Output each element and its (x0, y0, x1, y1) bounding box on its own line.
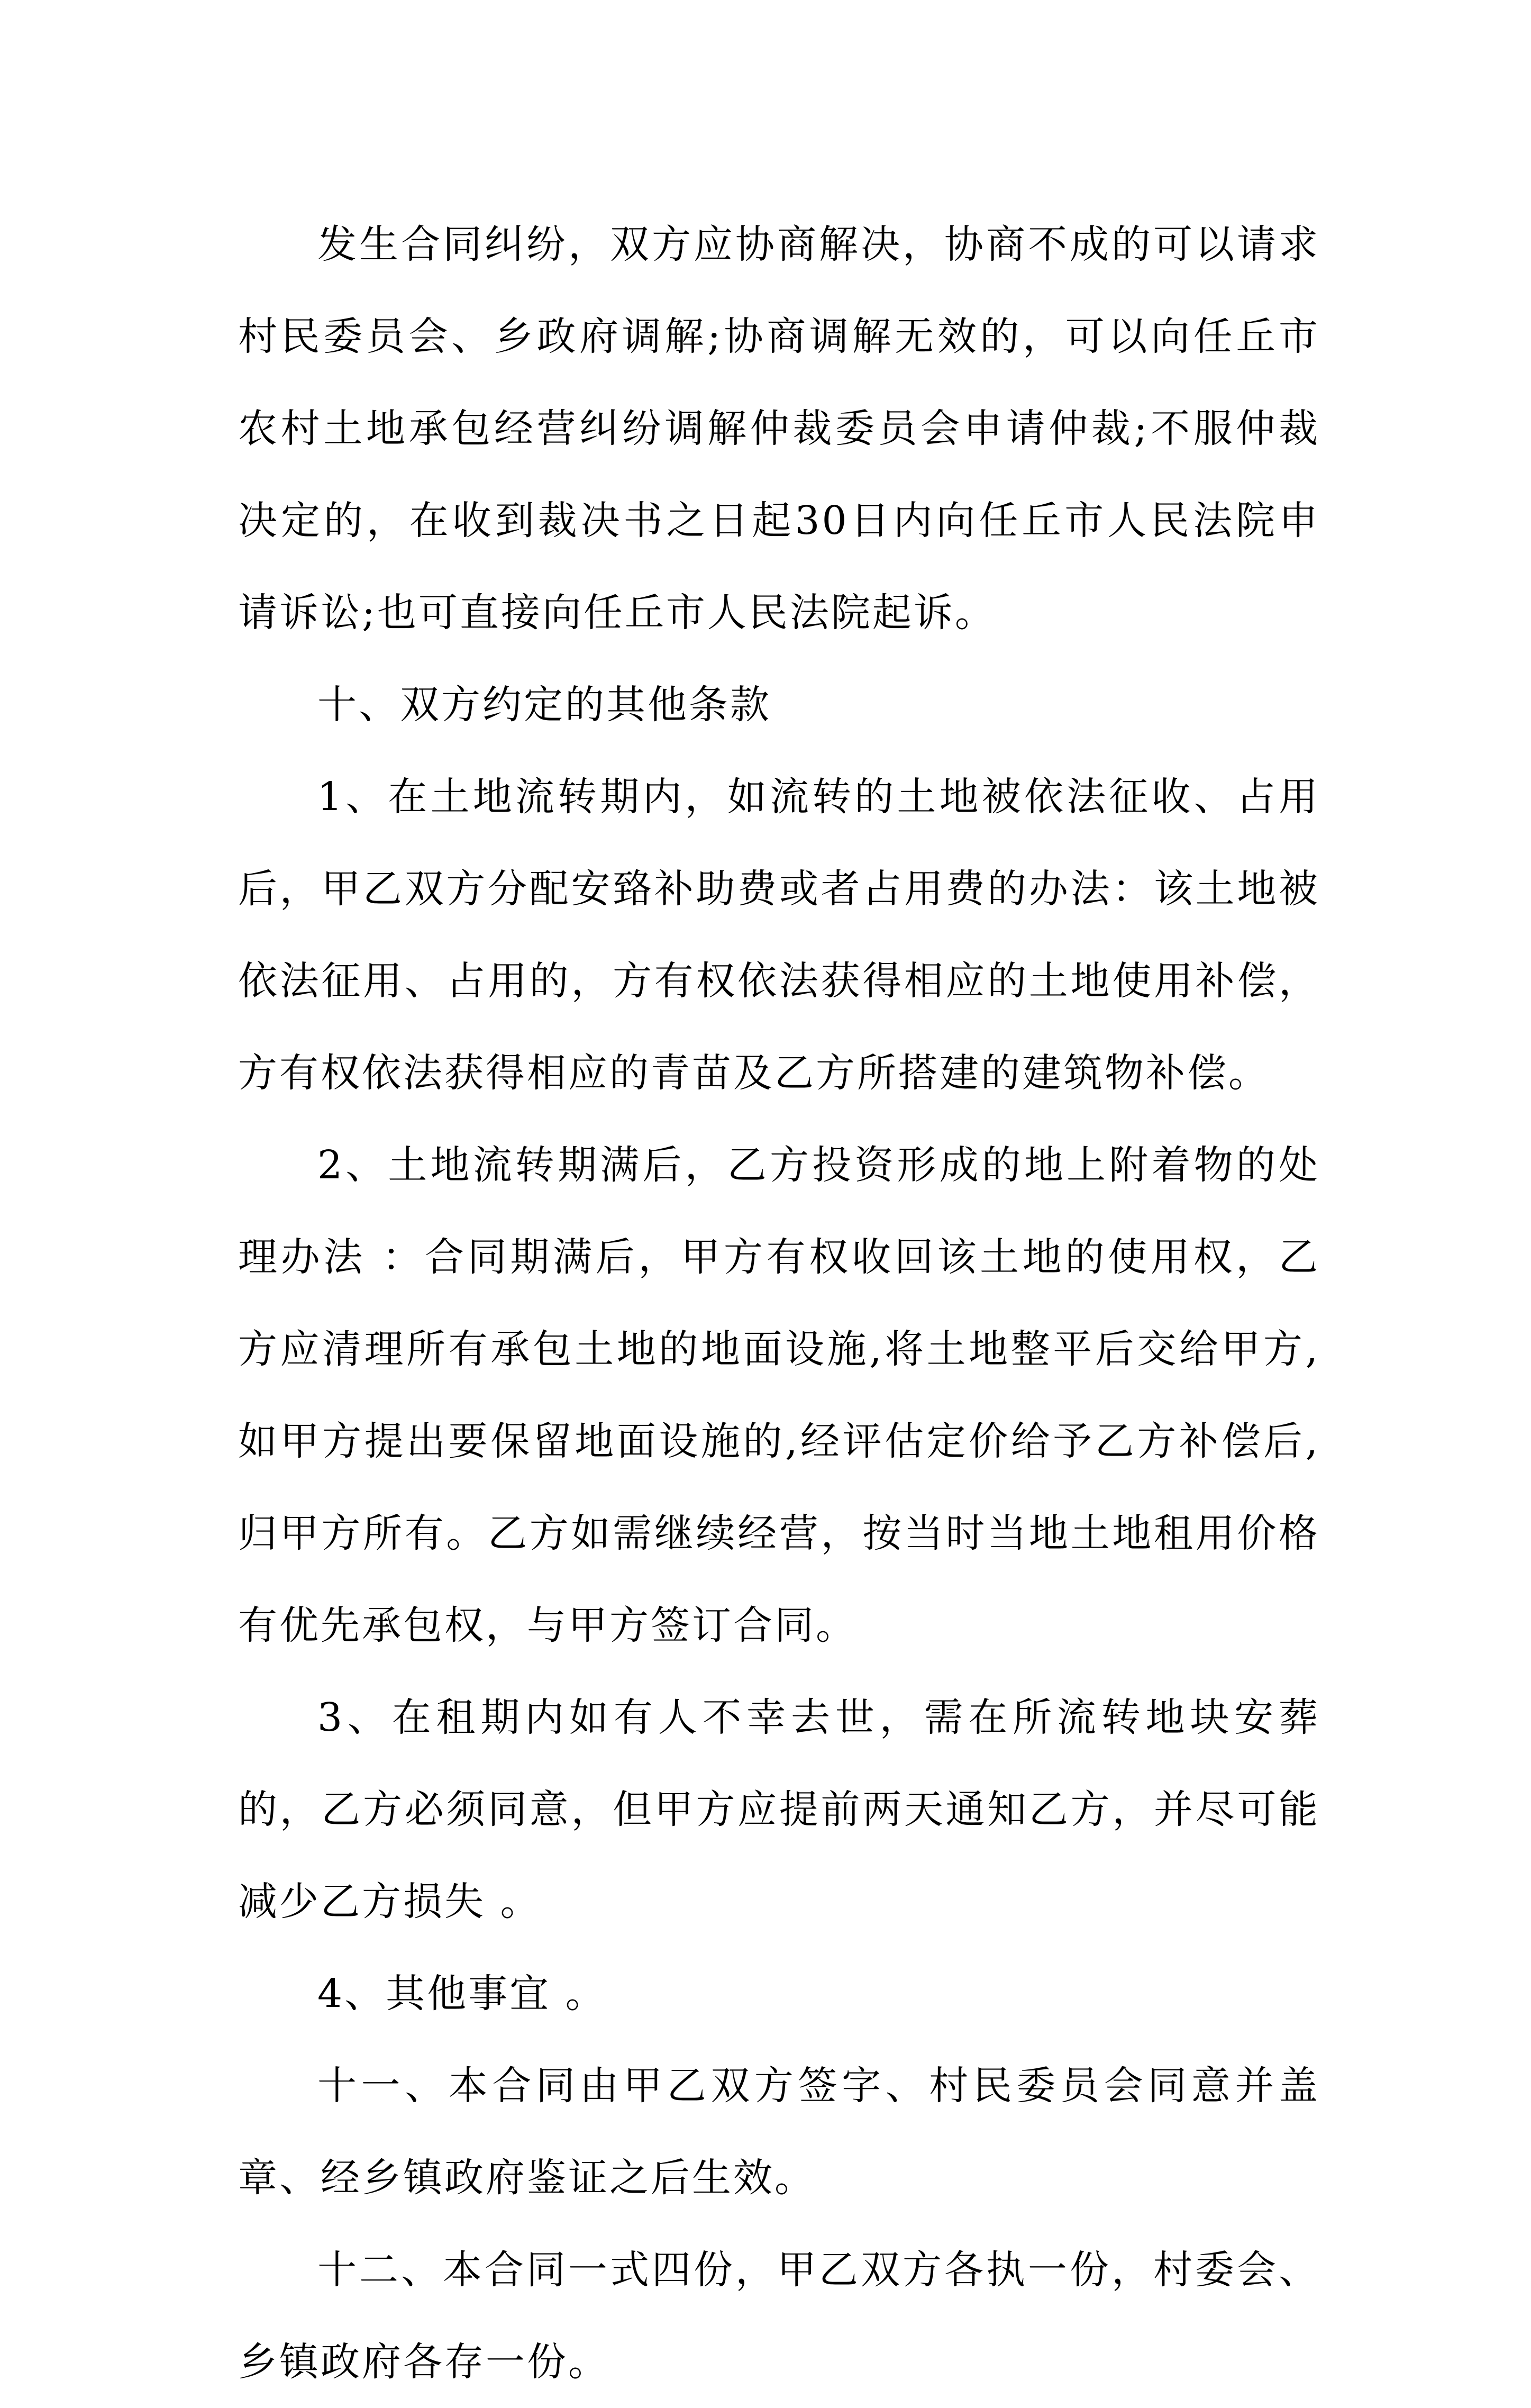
paragraph-section-12: 十二、本合同一式四份，甲乙双方各执一份，村委会、乡镇政府各存一份。 (238, 2247, 1320, 2385)
section-heading-other-terms: 十、双方约定的其他条款 (317, 682, 771, 728)
paragraph-clause-4: 4、其他事宜 。 (317, 1971, 607, 2016)
paragraph-clause-2: 2、土地流转期满后，乙方投资形成的地上附着物的处理办法 ：合同期满后，甲方有权收回该土地的使用权，乙方应清理所有承包土地的地面设施,将土地整平后交给甲方,如甲方提出要保留地面设施的,经评估定价给予乙方补偿后,归甲方所有。乙方如需继续经营，按当时当地土地租用价格有优先承包权，与甲方签订合同。 (238, 1142, 1320, 1648)
paragraph-clause-3: 3、在租期内如有人不幸去世，需在所流转地块安葬的，乙方必须同意，但甲方应提前两天通知乙方，并尽可能减少乙方损失 。 (238, 1695, 1320, 1924)
paragraph-dispute-resolution: 发生合同纠纷，双方应协商解决，协商不成的可以请求村民委员会、乡政府调解;协商调解无效的，可以向任丘市农村土地承包经营纠纷调解仲裁委员会申请仲裁;不服仲裁决定的，在收到裁决书之日起30日内向任丘市人民法院申请诉讼;也可直接向任丘市人民法院起诉。 (238, 222, 1320, 635)
paragraph-clause-1: 1、在土地流转期内，如流转的土地被依法征收、占用后，甲乙双方分配安臵补助费或者占用费的办法：该土地被依法征用、占用的，方有权依法获得相应的土地使用补偿，方有权依法获得相应的青苗及乙方所搭建的建筑物补偿。 (238, 774, 1320, 1096)
paragraph-section-11: 十一、本合同由甲乙双方签字、村民委员会同意并盖章、经乡镇政府鉴证之后生效。 (238, 2063, 1320, 2201)
